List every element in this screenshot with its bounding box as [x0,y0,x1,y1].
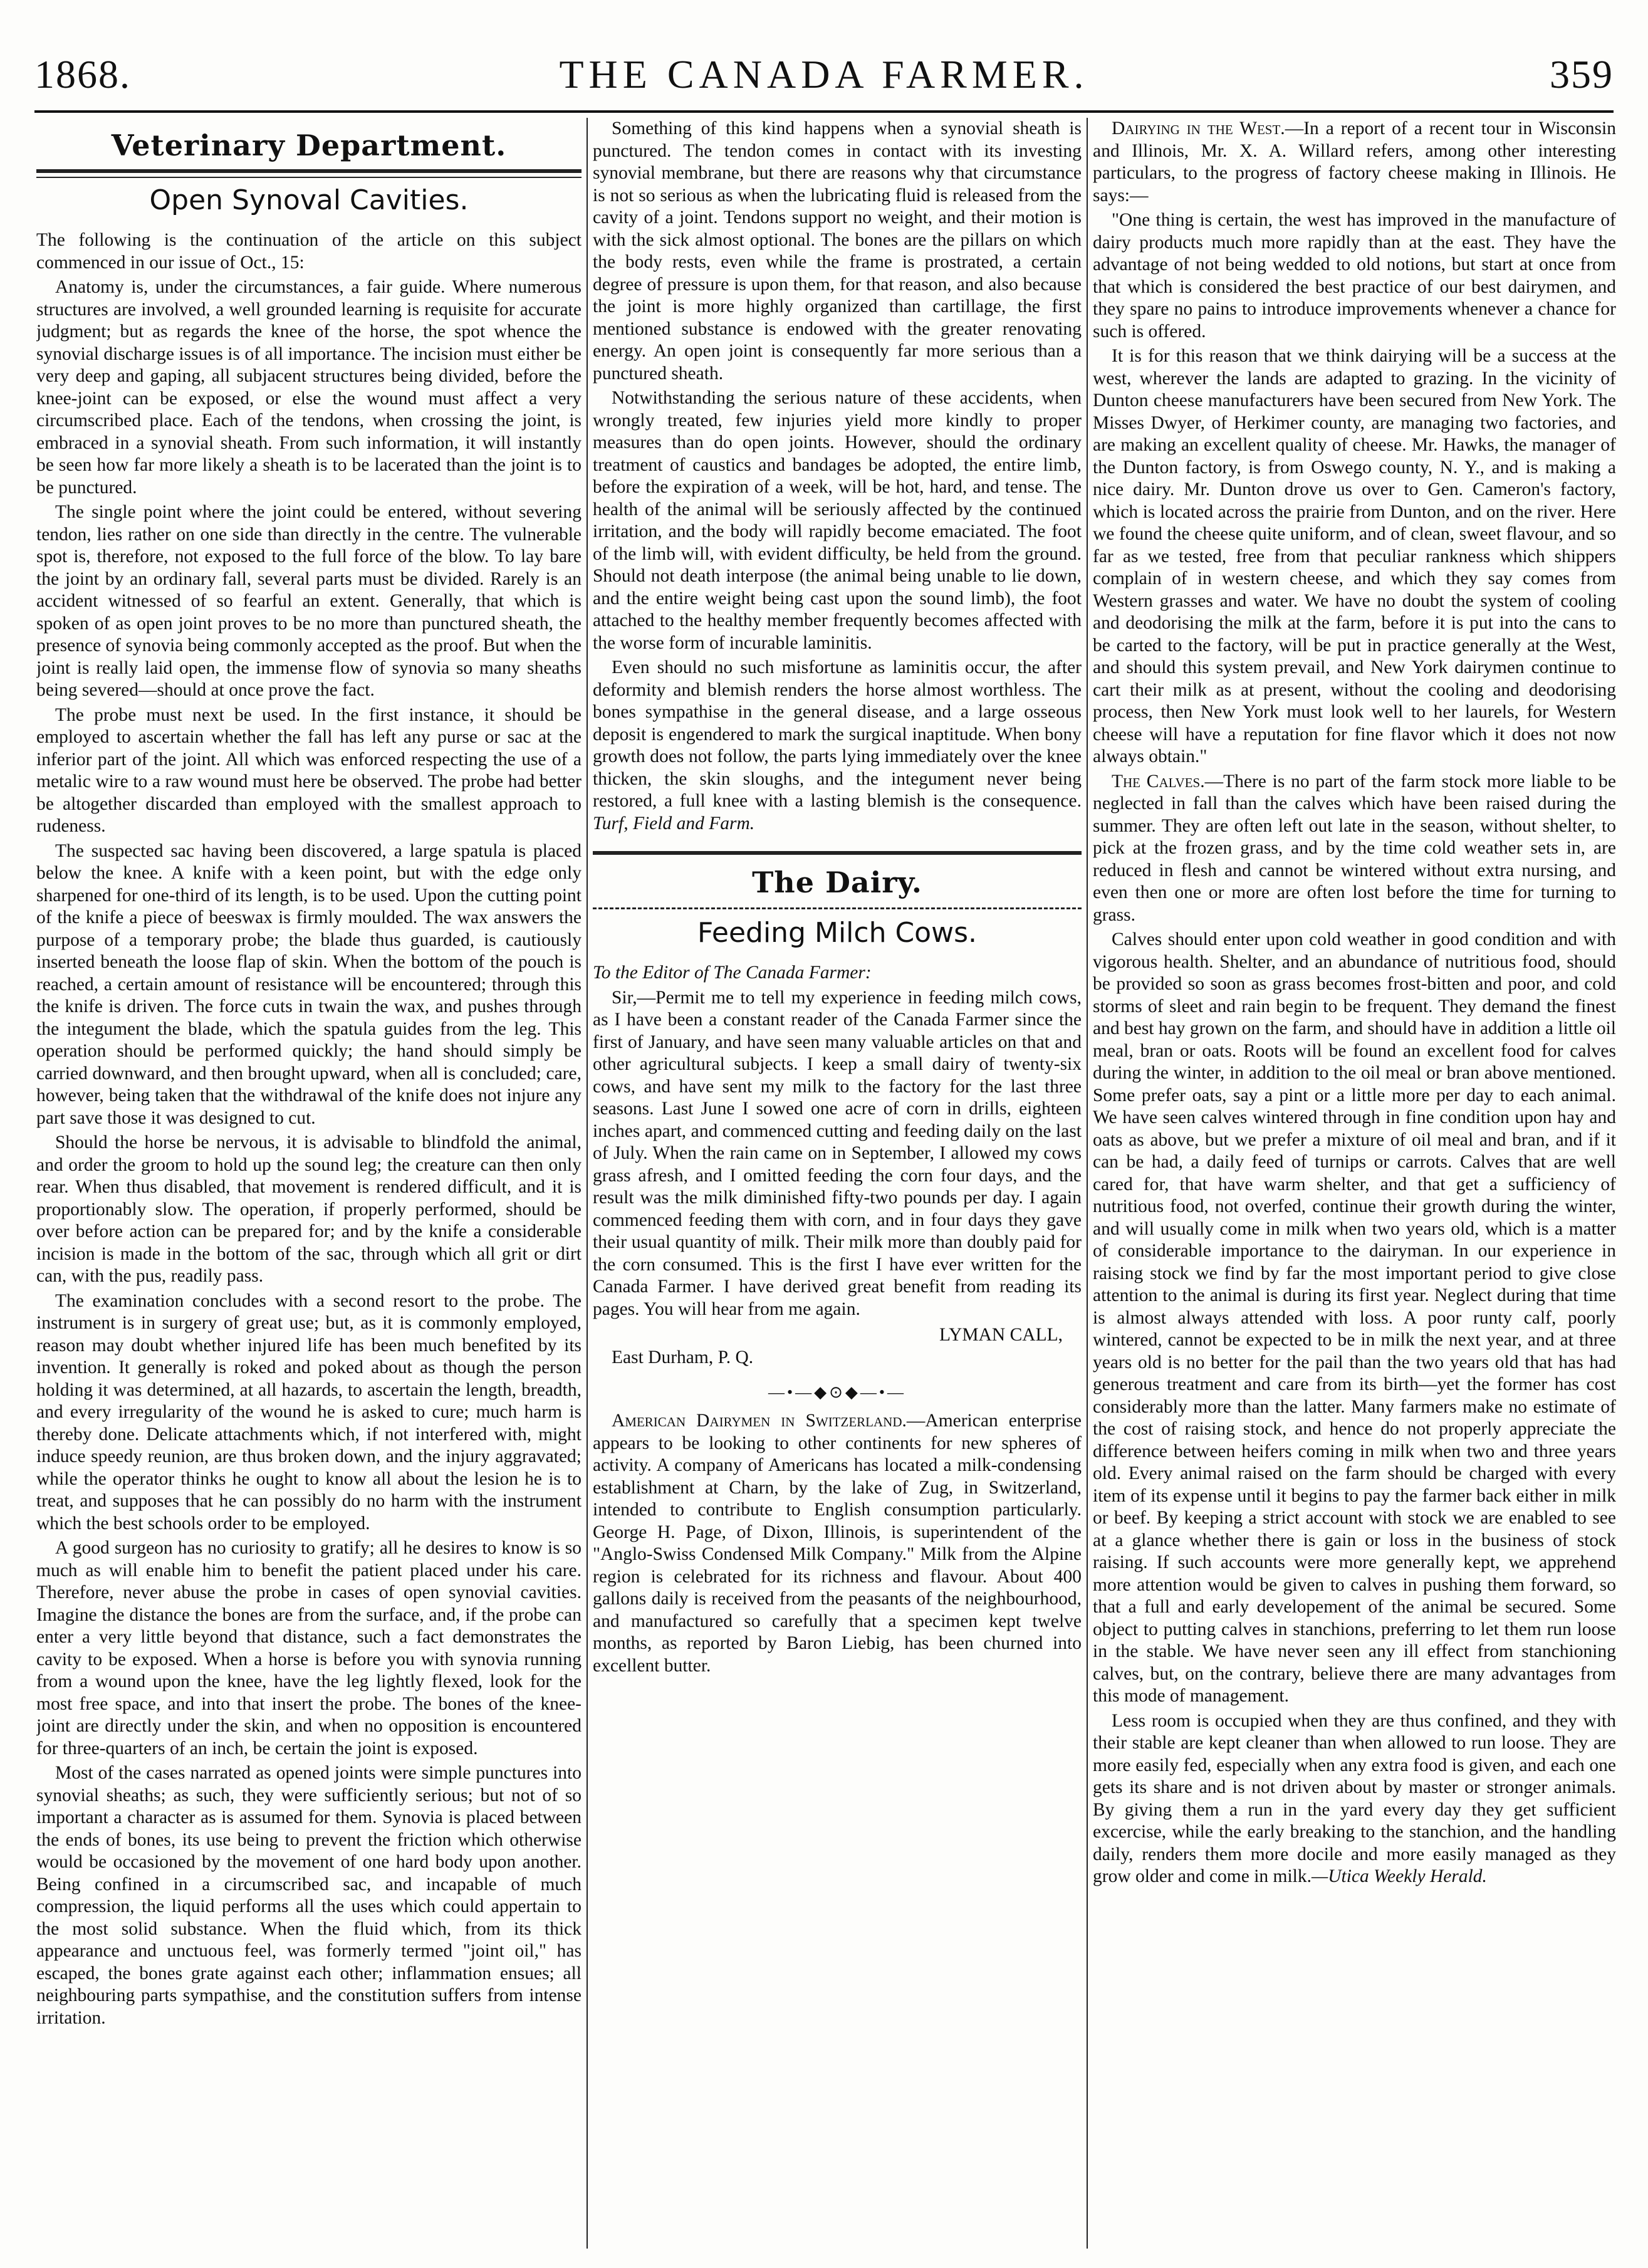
veterinary-department-heading: Veterinary Department. [111,128,507,162]
swiss-paragraph [593,1410,1082,1677]
article-paragraph: The examination concludes with a second resort to the probe. The instrument is in surgery of great use; but, as it is commonly employed, reason may doubt whether injured life has been much benefited by its invention. It generally is roked and poked about as though the person holding it was determined, at all hazards, to ascertain the length, breadth, and every irregularity of the wound he is asked to cure; much harm is thereby done. Delicate attachments which, if not interfered with, might induce speedy reunion, are thus broken down, and the injury aggravated; while the operator thinks he ought to know all about the lesion he is to treat, and supposes that he can possibly do no harm with the instrument which the best schools order to be employed. [36,1290,581,1534]
article-title-feeding-milch-cows: Feeding Milch Cows. [697,917,977,949]
letter-place: East Durham, P. Q. [612,1347,754,1367]
ornament-divider: —•—◆⊙◆—•— [768,1383,906,1401]
article-paragraph [593,657,1082,835]
article-paragraph: Anatomy is, under the circumstances, a fair guide. Where numerous structures are involved, a well grounded learning is requisite for accurate judgment; but as regards the knee of the horse, the spot whence the synovial discharge issues is of all importance. The incision must either be very deep and gaping, all subjacent structures being divided, before the knee-joint can be exposed, or else the wound must affect a very circumscribed place. Each of the tendons, when crossing the joint, is embraced in a synovial sheath. From such information, it will instantly be seen how far more likely a sheath is to be lacerated than the joint is to be punctured. [36,277,581,498]
letter-signature: LYMAN CALL, [939,1325,1063,1345]
article-paragraph: Should the horse be nervous, it is advisable to blindfold the animal, and order the groom to hold up the sound leg; the creature can then only rear. When thus disabled, that movement is rendered difficult, and it is proportionably slow. The operation, if properly performed, should be over before action can be prepared for; and by the knife a considerable incision is made in the bottom of the sac, through which all grit or dirt can, with the pus, readily pass. [36,1132,581,1286]
masthead [34,51,1614,108]
article-paragraph-text: Even should no such misfortune as laminitis occur, the after deformity and blemish renders the horse almost worthless. The bones sympathise in the general disease, and a large osseous deposit is engendered to mark the surgical inaptitude. When bony growth does not follow, the parts lying immediately over the knee thicken, the skin sloughs, and the integument never being restored, a full knee with a lasting blemish is the consequence. [593,657,1082,811]
swiss-text: —American enterprise appears to be looking to other continents for new spheres of activity. A company of Americans has located a milk-condensing establishment at Charn, by the lake of Zug, in Switzerland, intended to contribute to English consumption particularly. George H. Page, of Dixon, Illinois, is superintendent of the "Anglo-Swiss Condensed Milk Company." Milk from the Alpine region is celebrated for its richness and flavour. About 400 gallons daily is received from the peasants of the neighbourhood, and manufactured so carefully that a specimen kept twelve months, as reported by Baron Liebig, has been churned into excellent butter. [593,1411,1082,1676]
article-paragraph: The probe must next be used. In the first instance, it should be employed to ascertain whether the fall has left any purse or sac at the inferior part of the joint. All which was enforced respecting the use of a metalic wire to a raw wound must here be observed. The probe had better be altogether discarded than employed with the smallest approach to rudeness. [36,704,581,836]
letter-paragraph: Sir,—Permit me to tell my experience in feeding milch cows, as I have been a constant reader of the Canada Farmer since the first of January, and have seen many valuable articles on that and other agricultural subjects. I keep a small dairy of twenty-six cows, and have sent my milk to the factory for the last three seasons. Last June I sowed one acre of corn in drills, eighteen inches apart, and commenced cutting and feeding daily on the last of July. When the rain came on in September, I allowed my cows grass afresh, and I omitted feeding the corn four days, and the result was the milk diminished fifty-two pounds per day. I again commenced feeding them with corn, and in four days they gave their usual quantity of milk. Their milk more than doubly paid for the corn consumed. This is the first I have ever written for the Canada Farmer. I have derived great benefit from reading its pages. You will hear from me again. [593,987,1082,1319]
article-paragraph: The single point where the joint could be entered, without severing tendon, lies rather on one side than directly in the centre. The vulnerable spot is, therefore, not exposed to the full force of the blow. To lay bare the joint by an ordinary fall, several parts must be divided. Rarely is an accident witnessed of so fearful an extent. Generally, that which is spoken of as open joint proves to be no more than punctured sheath, the presence of synovia being commonly accepted as the proof. But when the joint is really laid open, the immense flow of synovia so many sheaths being severed—should at once prove the fact. [36,502,581,700]
veterinary-attribution: Turf, Field and Farm. [593,813,755,834]
calves-paragraph [1093,1710,1616,1888]
section-rule [36,169,581,173]
letter-salutation [593,962,1082,985]
article-title-open-synoval: Open Synoval Cavities. [149,184,469,216]
west-quote-paragraph: It is for this reason that we think dairying will be a success at the west, wherever the lands are adapted to grazing. In the vicinity of Dunton cheese manufacturers have been secured from New York. The Misses Dwyer, of Herkimer county, are managing two factories, and are making an excellent quality of cheese. Mr. Hawks, the manager of the Dunton factory, is from Oswego county, N. Y., and is making a nice dairy. Mr. Dunton drove us over to Gen. Cameron's factory, which is located across the prairie from Dunton, and on the river. Here we found the cheese quite uniform, and of clean, sweet flavour, and so far as we tested, free from that peculiar rankness which shippers complain of in western cheese, and which they say comes from Western grasses and water. We have no doubt the system of cooling and deodorising the milk at the farm, before it is put into the cans to be carted to the factory, will be put in practice generally at the West, and should this system prevail, and New York dairymen continue to cart their milk as at present, without the cooling and deodorising process, then New York must look well to her laurels, for Western cheese will have a reputation for fine flavor which it does not now always obtain." [1093,346,1616,766]
article-paragraph: A good surgeon has no curiosity to gratify; all he desires to know is so much as will enable him to benefit the patient placed under his care. Therefore, never abuse the probe in cases of open synovial cavities. Imagine the distance the bones are from the surface, and, if the probe can enter a very little beyond that distance, such a fact demonstrates the cavity to be exposed. When a horse is before you with synovia running from a wound upon the knee, have the leg lightly flexed, look for the most free space, and into that insert the probe. The bones of the knee-joint are directly under the skin, and when no opposition is encountered for three-quarters of an inch, be certain the joint is exposed. [36,1538,581,1758]
swiss-heading: American Dairymen in Switzerland. [612,1411,907,1431]
calves-attribution: —Utica Weekly Herald. [1312,1866,1487,1886]
article-paragraph: The following is the continuation of the article on this subject commenced in our issue of Oct., 15: [36,230,581,273]
west-paragraph [1093,118,1616,207]
masthead-year: 1868. [34,52,131,97]
article-paragraph: Most of the cases narrated as opened joints were simple punctures into synovial sheaths; as such, they were sufficiently serious; but not of so important a character as is assumed for them. Synovia is placed between the ends of bones, its use being to prevent the friction which otherwise would be occasioned by the movement of one hard body upon another. Being confined in a circumscribed sac, and incapable of much compression, the liquid performs all the uses which could appertain to the most solid substance. When the fluid which, from its thick appearance and unctuous feel, was formerly termed "joint oil," has escaped, the bones grate against each other; inflammation ensues; all neighbouring parts sympathise, and the constitution suffers from intense irritation. [36,1763,581,2028]
west-quote-paragraph: "One thing is certain, the west has improved in the manufacture of dairy products much more rapidly than at the east. They have the advantage of not being wedded to old notions, but start at once from that which is considered the best practice of our best dairymen, and they spare no pains to introduce improvements whenever a chance for such is offered. [1093,210,1616,342]
column-divider-1 [587,118,588,2249]
salutation-text: To the Editor of The Canada Farmer: [593,963,872,983]
calves-paragraph: Calves should enter upon cold weather in good condition and with vigorous health. Shelter, and an abundance of nutritious food, should be provided so soon as grass becomes frost-bitten and poor, and cold storms of sleet and rain begin to be frequent. They demand the finest and best hay grown on the farm, and should have in addition a little oil meal, bran or oats. Roots will be found an excellent food for calves during the winter, in addition to the oil meal or bran above mentioned. Some prefer oats, say a pint or a little more per day to each animal. We have seen calves wintered through in fine condition upon hay and oats as above, but we prefer a mixture of oil meal and bran, and if it can be had, a daily feed of turnips or carrots. Calves that are well cared for, that have warm shelter, and that get a sufficiency of nutritious food, not overfed, continue their growth during the winter, and will usually come in milk when two years old, which is a matter of considerable importance to the dairyman. In our experience in raising stock we find by far the most important period to give close attention to the animal is during its first year. Neglect during that time is almost always attended with loss. A poor runty calf, poorly wintered, cannot be expected to be in milk the next year, and at three years old is no better for the pail than the two years old that has had generous treatment and care from its birth—yet the former has cost considerably more than the latter. Many farmers make no estimate of the cost of raising stock, and hence do not properly appreciate the difference between heifers coming in milk when two and three years old. Every animal raised on the farm should be charged with every item of its expense until it begins to pay the farmer back either in milk or beef. By keeping a strict account with stock we are enabled to see at a glance whether there is gain or loss in the business of stock raising. If such accounts were more generally kept, we apprehend more attention would be given to calves in pushing them forward, so that a full and early developement of the animal be secured. Some object to putting calves in stanchions, preferring to let them run loose in the stable. We have never seen any ill effect from stanchioning calves, but, on the contrary, believe there are many advantages from this mode of management. [1093,929,1616,1706]
calves-text: Less room is occupied when they are thus confined, and they with their stable are kept cleaner than when allowed to run loose. They are more easily fed, especially when any extra food is given, and each one gets its share and is not driven about by master or stronger animals. By giving them a run in the yard every day they get sufficient excercise, while the early breaking to the stanchion, and the handling daily, renders them more docile and more easily managed as they grow older and come in milk. [1093,1710,1616,1886]
section-rule [593,851,1082,855]
calves-paragraph [1093,771,1616,927]
dairy-department-heading: The Dairy. [752,865,922,899]
section-rule [593,907,1082,909]
column-1 [36,118,581,2249]
west-heading: Dairying in the West. [1112,118,1285,138]
column-3 [1093,118,1616,2249]
masthead-page-number: 359 [1550,52,1614,97]
masthead-rule [34,110,1614,113]
west-text: —In a report of a recent tour in Wisconsin and Illinois, Mr. X. A. Willard refers, among other interesting particulars, to the progress of factory cheese making in Illinois. He says:— [1093,118,1616,206]
calves-text: —There is no part of the farm stock more liable to be neglected in fall than the calves which have been raised during the summer. They are often left out late in the season, without shelter, to pick at the frozen grass, and by the time cold weather sets in, are reduced in flesh and cannot be wintered without extra nursing, and even then one or more are often lost before the time for turning to grass. [1093,771,1616,925]
column-2 [593,118,1082,2249]
article-paragraph: Something of this kind happens when a synovial sheath is punctured. The tendon comes in contact with its investing synovial membrane, but there are reasons why that circumstance is not so serious as when the lubricating fluid is released from the cavity of a joint. Tendons support no weight, and their motion is with the sick almost optional. The bones are the pillars on which the body rests, even while the frame is prostrated, a certain degree of pressure is upon them, for that reason, and also because the joint is more highly organized than cartillage, the first mentioned substance is endowed with the greater renovating energy. An open joint is consequently far more serious than a punctured sheath. [593,118,1082,384]
masthead-title: THE CANADA FARMER. [559,52,1089,97]
section-rule [36,177,581,178]
article-paragraph: The suspected sac having been discovered, a large spatula is placed below the knee. A knife with a keen point, but with the edge only sharpened for one-third of its length, is to be used. Upon the cutting point of the knife a piece of beeswax is firmly moulded. The wax answers the purpose of a temporary probe; the blade thus guarded, is cautiously inserted beneath the loose flap of skin. When the bottom of the pouch is reached, a certain amount of resistance will be encountered; through this the knife is driven. The force cuts in twain the wax, and pushes through the integument the blade, which the spatula guides from the leg. This operation should be performed quickly; the hand should simply be carried downward, and then brought upward, when all is concluded; care, however, being taken that the withdrawal of the knife does not injure any part save those it was designed to cut. [36,840,581,1128]
article-paragraph: Notwithstanding the serious nature of these accidents, when wrongly treated, few injuries yield more kindly to proper measures than do open joints. However, should the ordinary treatment of caustics and bandages be adopted, the entire limb, before the expiration of a week, will be hot, hard, and tense. The health of the animal will be seriously affected by the continued irritation, and the body will rapidly become emaciated. The foot of the limb will, with evident difficulty, be held from the ground. Should not death interpose (the animal being unable to lie down, and the entire weight being cast upon the sound limb), the foot attached to the healthy member frequently becomes affected with the worse form of incurable laminitis. [593,388,1082,653]
column-divider-2 [1087,118,1088,2249]
calves-heading: The Calves. [1112,771,1205,792]
